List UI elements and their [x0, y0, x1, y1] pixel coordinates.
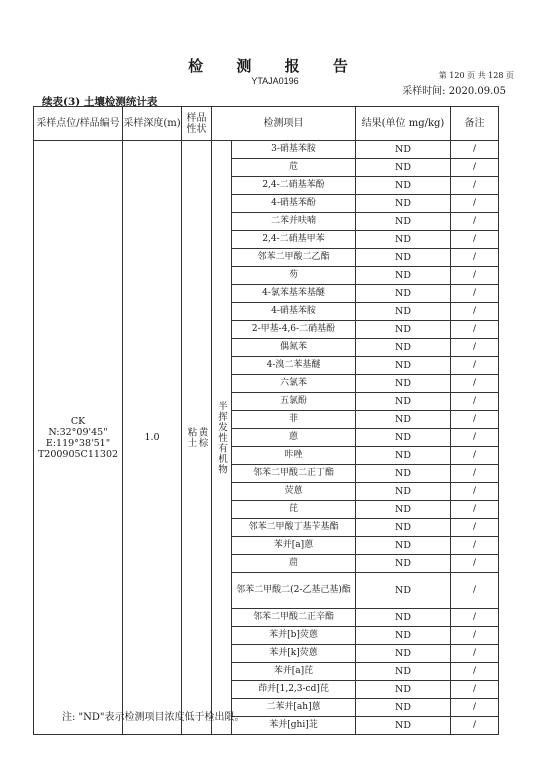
result-value: ND [356, 465, 451, 483]
table-header-row [34, 107, 499, 141]
result-value: ND [356, 609, 451, 627]
item-name: 六氯苯 [232, 375, 356, 393]
table-body [34, 141, 499, 735]
result-value: ND [356, 393, 451, 411]
item-name: 4-溴二苯基醚 [232, 357, 356, 375]
item-name: 苯并[k]荧蒽 [232, 645, 356, 663]
remark-value: / [451, 141, 499, 159]
remark-value: / [451, 267, 499, 285]
soil-test-table [33, 106, 499, 735]
result-value: ND [356, 375, 451, 393]
item-name: 䓛 [232, 555, 356, 573]
item-name: 2,4-二硝基甲苯 [232, 231, 356, 249]
result-value: ND [356, 447, 451, 465]
sample-id: T200905C11302 [37, 448, 119, 460]
item-name: 二苯并[ah]蒽 [232, 699, 356, 717]
result-value: ND [356, 357, 451, 375]
item-name: 邻苯二甲酸二(2-乙基己基)酯 [232, 573, 356, 609]
header-location: 采样点位/样品编号 [34, 107, 123, 141]
remark-value: / [451, 519, 499, 537]
remark-value: / [451, 681, 499, 699]
sample-time: 采样时间: 2020.09.05 [402, 86, 506, 97]
result-value: ND [356, 645, 451, 663]
header-remark: 备注 [451, 107, 499, 141]
result-value: ND [356, 177, 451, 195]
item-name: 苯并[b]荧蒽 [232, 627, 356, 645]
remark-value: / [451, 609, 499, 627]
report-title: 检 测 报 告 [188, 57, 362, 75]
result-value: ND [356, 231, 451, 249]
result-value: ND [356, 303, 451, 321]
item-name: 菲 [232, 411, 356, 429]
item-name: 苊 [232, 159, 356, 177]
sample-nature: 黄棕粘土 [185, 427, 208, 448]
item-name: 二苯并呋喃 [232, 213, 356, 231]
result-value: ND [356, 321, 451, 339]
remark-value: / [451, 339, 499, 357]
table-title: 续表(3) 土壤检测统计表 [42, 96, 158, 108]
remark-value: / [451, 645, 499, 663]
result-value: ND [356, 663, 451, 681]
sample-latitude: N:32°09'45" [48, 426, 108, 438]
result-value: ND [356, 501, 451, 519]
result-value: ND [356, 681, 451, 699]
remark-value: / [451, 357, 499, 375]
category-cell [212, 141, 232, 735]
result-value: ND [356, 213, 451, 231]
item-name: 五氯酚 [232, 393, 356, 411]
remark-value: / [451, 537, 499, 555]
result-value: ND [356, 699, 451, 717]
result-value: ND [356, 627, 451, 645]
item-name: 芘 [232, 501, 356, 519]
result-value: ND [356, 195, 451, 213]
remark-value: / [451, 717, 499, 735]
item-name: 4-硝基苯胺 [232, 303, 356, 321]
remark-value: / [451, 411, 499, 429]
header-nature: 样品性状 [182, 107, 212, 141]
remark-value: / [451, 303, 499, 321]
remark-value: / [451, 285, 499, 303]
sample-location-cell [34, 141, 123, 735]
result-value: ND [356, 249, 451, 267]
remark-value: / [451, 627, 499, 645]
result-value: ND [356, 159, 451, 177]
item-name: 茚并[1,2,3-cd]芘 [232, 681, 356, 699]
item-name: 4-硝基苯酚 [232, 195, 356, 213]
item-name: 荧蒽 [232, 483, 356, 501]
result-value: ND [356, 555, 451, 573]
analyte-category: 半挥发性有机物 [216, 400, 227, 475]
remark-value: / [451, 321, 499, 339]
remark-value: / [451, 213, 499, 231]
remark-value: / [451, 447, 499, 465]
remark-value: / [451, 699, 499, 717]
result-value: ND [356, 267, 451, 285]
remark-value: / [451, 159, 499, 177]
page-info: 第 120 页 共 128 页 [438, 71, 514, 80]
item-name: 3-硝基苯胺 [232, 141, 356, 159]
remark-value: / [451, 249, 499, 267]
item-name: 苯并[ghi]苝 [232, 717, 356, 735]
result-value: ND [356, 573, 451, 609]
item-name: 2,4-二硝基苯酚 [232, 177, 356, 195]
remark-value: / [451, 177, 499, 195]
header-item: 检测项目 [212, 107, 356, 141]
item-name: 蒽 [232, 429, 356, 447]
remark-value: / [451, 231, 499, 249]
result-value: ND [356, 519, 451, 537]
sample-longitude: E:119°38'51" [45, 437, 111, 449]
remark-value: / [451, 375, 499, 393]
remark-value: / [451, 465, 499, 483]
item-name: 咔唑 [232, 447, 356, 465]
remark-value: / [451, 429, 499, 447]
sample-depth: 1.0 [123, 141, 182, 735]
item-name: 芴 [232, 267, 356, 285]
result-value: ND [356, 537, 451, 555]
remark-value: / [451, 393, 499, 411]
remark-value: / [451, 555, 499, 573]
sample-name: CK [70, 415, 86, 427]
result-value: ND [356, 339, 451, 357]
report-number: YTAJA0196 [251, 76, 299, 86]
header-depth: 采样深度(m) [123, 107, 182, 141]
result-value: ND [356, 285, 451, 303]
table-row [34, 141, 499, 159]
sample-nature-cell [182, 141, 212, 735]
remark-value: / [451, 573, 499, 609]
item-name: 偶氮苯 [232, 339, 356, 357]
remark-value: / [451, 663, 499, 681]
result-value: ND [356, 483, 451, 501]
item-name: 邻苯二甲酸丁基苄基酯 [232, 519, 356, 537]
item-name: 苯并[a]芘 [232, 663, 356, 681]
remark-value: / [451, 483, 499, 501]
remark-value: / [451, 501, 499, 519]
footnote: 注: "ND"表示检测项目浓度低于检出限。 [62, 712, 245, 723]
result-value: ND [356, 141, 451, 159]
item-name: 邻苯二甲酸二正辛酯 [232, 609, 356, 627]
item-name: 苯并[a]蒽 [232, 537, 356, 555]
item-name: 2-甲基-4,6-二硝基酚 [232, 321, 356, 339]
item-name: 邻苯二甲酸二乙酯 [232, 249, 356, 267]
header-result: 结果(单位 mg/kg) [356, 107, 451, 141]
result-value: ND [356, 429, 451, 447]
item-name: 4-氯苯基苯基醚 [232, 285, 356, 303]
result-value: ND [356, 411, 451, 429]
item-name: 邻苯二甲酸二正丁酯 [232, 465, 356, 483]
remark-value: / [451, 195, 499, 213]
result-value: ND [356, 717, 451, 735]
